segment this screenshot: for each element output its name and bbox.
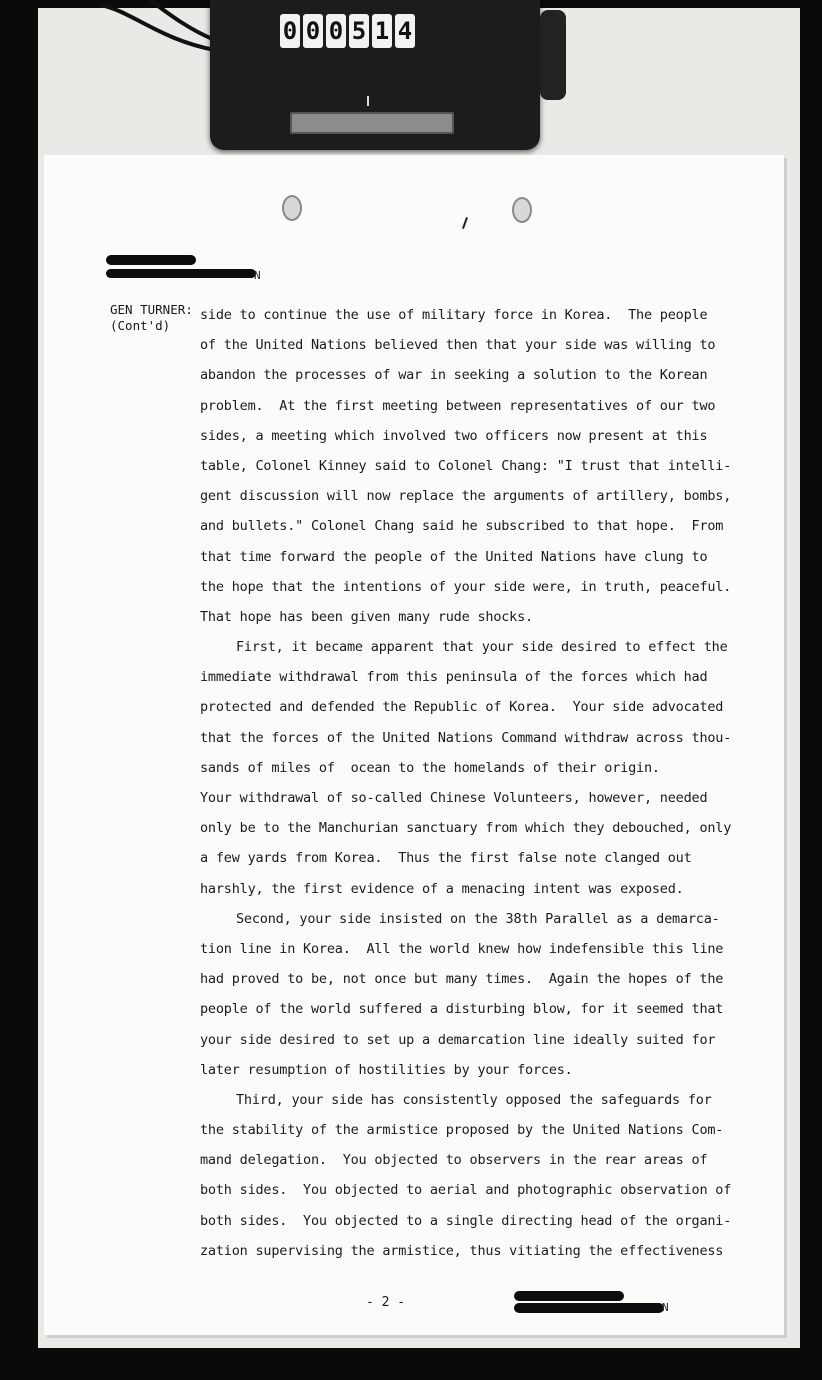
counter-slot	[290, 112, 454, 134]
redaction-bar	[514, 1291, 624, 1301]
text-line: that time forward the people of the United Nations have clung to	[200, 548, 708, 565]
document-body	[200, 300, 760, 1266]
text-line: sides, a meeting which involved two officers now present at this	[200, 427, 708, 444]
text-line: both sides. You objected to aerial and photographic observation of	[200, 1182, 732, 1199]
text-line: your side desired to set up a demarcation line ideally suited for	[200, 1031, 716, 1048]
counter-knob	[540, 10, 566, 100]
redaction-bar	[514, 1303, 664, 1313]
counter-digit: 0	[280, 14, 300, 48]
speaker-label: GEN TURNER: (Cont'd)	[110, 302, 193, 333]
frame-counter-device	[210, 0, 540, 150]
frame-counter-digits	[280, 14, 415, 48]
punch-hole	[512, 197, 532, 223]
text-line: the stability of the armistice proposed by the United Nations Com-	[200, 1122, 724, 1139]
text-line: That hope has been given many rude shocks.	[200, 608, 533, 625]
text-line: had proved to be, not once but many times. Again the hopes of the	[200, 971, 724, 988]
header-classification-suffix: N	[254, 269, 261, 282]
pen-mark	[462, 217, 468, 229]
text-line: abandon the processes of war in seeking a solution to the Korean	[200, 367, 708, 384]
text-line: harshly, the first evidence of a menacing intent was exposed.	[200, 880, 684, 897]
text-line: First, it became apparent that your side desired to effect the	[236, 639, 728, 656]
text-line: gent discussion will now replace the arguments of artillery, bombs,	[200, 488, 732, 505]
text-line: Second, your side insisted on the 38th Parallel as a demarca-	[236, 910, 720, 927]
text-line: both sides. You objected to a single directing head of the organi-	[200, 1212, 732, 1229]
document-page	[44, 155, 784, 1335]
punch-hole	[282, 195, 302, 221]
text-line: problem. At the first meeting between representatives of our two	[200, 397, 716, 414]
text-line: that the forces of the United Nations Command withdraw across thou-	[200, 729, 732, 746]
text-line: the hope that the intentions of your side were, in truth, peaceful.	[200, 578, 732, 595]
text-line: of the United Nations believed then that your side was willing to	[200, 337, 716, 354]
redaction-bar	[106, 255, 196, 265]
text-line: Third, your side has consistently opposed the safeguards for	[236, 1091, 712, 1108]
counter-digit: 5	[349, 14, 369, 48]
counter-digit: 0	[326, 14, 346, 48]
counter-index-mark	[367, 96, 369, 106]
counter-digit: 1	[372, 14, 392, 48]
counter-digit: 4	[395, 14, 415, 48]
text-line: side to continue the use of military force in Korea. The people	[200, 307, 708, 323]
text-line: people of the world suffered a disturbing blow, for it seemed that	[200, 1001, 724, 1018]
text-line: a few yards from Korea. Thus the first false note clanged out	[200, 850, 692, 867]
text-line: Your withdrawal of so-called Chinese Volunteers, however, needed	[200, 790, 708, 806]
text-line: and bullets." Colonel Chang said he subscribed to that hope. From	[200, 518, 724, 535]
page-number: - 2 -	[366, 1295, 406, 1310]
text-line: only be to the Manchurian sanctuary from which they debouched, only	[200, 820, 732, 837]
text-line: mand delegation. You objected to observers in the rear areas of	[200, 1152, 708, 1169]
counter-cable	[90, 0, 220, 70]
text-line: later resumption of hostilities by your forces.	[200, 1061, 573, 1078]
text-line: zation supervising the armistice, thus vitiating the effectiveness	[200, 1242, 724, 1259]
text-line: immediate withdrawal from this peninsula of the forces which had	[200, 669, 708, 686]
counter-digit: 0	[303, 14, 323, 48]
text-line: sands of miles of ocean to the homelands of their origin.	[200, 759, 660, 776]
footer-classification-suffix: N	[662, 1301, 669, 1314]
text-line: table, Colonel Kinney said to Colonel Chang: "I trust that intelli-	[200, 457, 732, 474]
redaction-bar	[106, 269, 256, 278]
text-line: tion line in Korea. All the world knew how indefensible this line	[200, 940, 724, 957]
text-line: protected and defended the Republic of Korea. Your side advocated	[200, 699, 724, 716]
